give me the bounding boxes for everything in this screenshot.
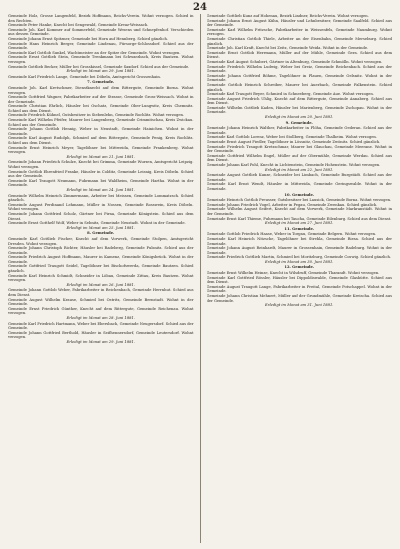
register-entry: Gemeinde Ernst Gottlieb Stein, Gemeinde Trenkmann bei Schwarzbach, Kreis Bautzen. Wohnt verzogen. bbox=[8, 55, 194, 64]
register-entry: Gemeinde Karl Traugott Beyer, Schmied in Schneeberg, Gemeinde Aue. Wohnt verzogen. bbox=[206, 92, 374, 97]
date-note: Erledigt im Monat am 22. Juni 1881. bbox=[265, 167, 334, 172]
page-number: 24 bbox=[193, 2, 207, 13]
register-entry: Gemeinde Johann Heinrich Walther, Fabrikarbeiter in Flöha, Gemeinde Oederan. Schied aus der Gemeinde. bbox=[206, 126, 392, 135]
register-entry: Gemeinde Johann Gottfried Berthold, Häusler in Seifhennersdorf, Gemeinde Leutersdorf. Wohnt verzogen. bbox=[8, 330, 194, 340]
column-divider bbox=[200, 14, 201, 543]
section-heading: 8. Gemeinde. bbox=[87, 231, 115, 236]
register-entry: Gemeinde Peter Hanke, Knecht bei Sengewald, Gemeinde Kreuz-Weissach. bbox=[8, 23, 149, 28]
register-entry: Gemeinde Karl Gottlob Lorenz, Weber bei Stollberg, Gemeinde Thalheim. Wohnt verzogen. bbox=[206, 135, 377, 140]
register-entry: Gemeinde Joh. Karl Kraft, Knecht bei Zeitz, Gemeinde Weida. Wohnt in der Gemeinde. bbox=[206, 46, 369, 51]
register-entry: Gemeinde Karl Traugott Neumann, Fuhrmann bei Waldheim, Gemeinde Hartha. Wohnt in der Gemeinde. bbox=[8, 178, 194, 188]
date-note: Erledigt im Monat am 26. Juni 1881. bbox=[66, 282, 135, 287]
register-entry: Gemeinde Heinrich Gottlob Preusser, Gutsbesitzer bei Lausick, Gemeinde Borna. Wohnt verzogen. bbox=[206, 198, 392, 203]
date-note: Erledigt im Monat am 28. Juni 1881. bbox=[66, 316, 135, 320]
register-entry: Gemeinde Johann Gottfried Böhme, Tagelöhner in Plauen, Gemeinde Oelsnitz. Wohnt in der Gemeinde. bbox=[206, 73, 392, 83]
register-entry: Gemeinde Gottlieb Becker, Müller bei Grosskissel, Gemeinde Saxdorf. Schied aus der Gemeinde. bbox=[8, 64, 190, 69]
date-note: Erledigt im Monat am 25. Juni 1881. bbox=[66, 225, 135, 230]
register-entry: Gemeinde Karl Gottlieb Fischer, Knecht auf dem Vorwerk, Gemeinde Stolpen, Amtsgericht Dresden. Wohnt verzogen. bbox=[8, 236, 194, 246]
register-entry: Gemeinde Karl Gottfried Rössler, Häusler bei Dippoldiswalde, Gemeinde Glashütte. Schied aus dem Dienst. bbox=[206, 275, 392, 285]
register-entry: Gemeinde Karl Friedrich Hartmann, Weber bei Ebersbach, Gemeinde Neugersdorf. Schied aus der Gemeinde. bbox=[8, 321, 194, 331]
register-entry: Gemeinde Joh. Karl Kretschmer, Dienstknecht auf dem Rittergute, Gemeinde Borna. Wohnt verzogen. bbox=[8, 85, 194, 95]
register-entry: Gemeinde Karl Ernst Wendt, Häusler in Mittweida, Gemeinde Geringswalde. Wohnt in der Gemeinde. bbox=[206, 182, 392, 191]
register-entry: Gemeinde Johann Christoph Richter, Häusler bei Radeberg, Gemeinde Pulsnitz. Schied aus der Gemeinde. bbox=[8, 246, 194, 255]
register-entry: Gemeinde Karl Friedrich Lange, Gemeinde bei Döbeln, Amtsgericht Grossenhain. bbox=[8, 74, 161, 79]
section-heading: 10. Gemeinde. bbox=[284, 192, 315, 197]
register-entry: Gemeinde Ernst Karl Thieme, Fuhrmann bei Taucha, Gemeinde Eilenburg. Schied aus dem Dienst. bbox=[206, 216, 392, 221]
register-entry: Gemeinde Johann Christian Mehnert, Müller auf der Grundmühle, Gemeinde Kreischa. Schied aus der Gemeinde. bbox=[206, 294, 392, 303]
register-entry: Gemeinde Gottfried Wagner, Fabrikarbeiter auf der Strasse, Gemeinde Gross-Weissach. Wohnt in der Gemeinde. bbox=[8, 95, 194, 104]
date-note: Erledigt im Monat am 31. Juni 1881. bbox=[265, 303, 334, 308]
register-entry: Gemeinde Karl August Rudolph, Schmied auf dem Rittergute, Gemeinde Penig, Kreis Rochlitz. Schied aus dem Dienst. bbox=[8, 136, 194, 146]
register-entry: Gemeinde Gottlob Heinrich Schreiber, Maurer bei Auerbach, Gemeinde Falkenstein. Schied gänzlich. bbox=[206, 82, 392, 92]
register-entry: Gemeinde Gottlob Ehrenfried Franke, Häusler in Colditz, Gemeinde Leisnig, Kreis Döbeln. Schied aus der Gemeinde. bbox=[8, 169, 194, 179]
date-note: Erledigt im Monat am 21. Juni 1881. bbox=[66, 154, 135, 159]
date-note: Erledigt im Monat am 29. Juni 1881. bbox=[66, 339, 135, 344]
register-entry: Gemeinde Gottfried Wilhelm Engel, Müller auf der Obermühle, Gemeinde Werdau. Schied aus dem Dienst. bbox=[206, 153, 392, 163]
section-heading: 12. Gemeinde. bbox=[284, 265, 315, 270]
section-heading: 11. Gemeinde. bbox=[284, 226, 315, 231]
register-entry: Gemeinde Ernst August Fiedler, Tagelöhner in Lössnitz, Gemeinde Zwönitz. Schied gänzlich. bbox=[206, 140, 381, 145]
register-entry: Gemeinde Johann August Reinhardt, Maurer in Grossenhain, Gemeinde Radeburg. Wohnt in der Gemeinde. bbox=[206, 246, 392, 255]
register-entry: Gemeinde Karl Heinrich Nitzsche, Tagelöhner bei Strehla, Gemeinde Riesa. Schied aus der Gemeinde. bbox=[206, 236, 392, 246]
date-note: Erledigt im Monat am 29. Juni 1881. bbox=[66, 69, 135, 74]
right-column bbox=[207, 14, 393, 543]
date-note: Erledigt im Monat am 20. Juni 1881. bbox=[265, 115, 334, 120]
date-note: Erledigt im Monat am 24. Juni 1881. bbox=[66, 187, 135, 192]
register-entry: Gemeinde Karl Heinrich Schmidt, Schneider in Löbau, Gemeinde Zittau, Kreis Bautzen. Wohnt verzogen. bbox=[8, 273, 194, 283]
date-note: Erledigt im Monat am 27. Juni 1881. bbox=[265, 221, 334, 226]
left-column bbox=[8, 14, 194, 543]
register-entry: Gemeinde August Wilhelm Krause, Schmied bei Ostritz, Gemeinde Bernstadt. Wohnt in der Gemeinde. bbox=[8, 297, 194, 307]
register-entry: Gemeinde Johann Ernst August Kühn, Häusler und Lehnbesitzer, Gemeinde Saalfeld. Schied aus der Gemeinde. bbox=[206, 18, 392, 28]
register-entry: Gemeinde Friedrich Wilhelm Ludwig, Weber bei Greiz, Gemeinde Reichenbach. Schied aus der Gemeinde. bbox=[206, 64, 392, 74]
register-entry: Gemeinde Ernst Gotthelf Wolf, Weber in Sebnitz, Gemeinde Neustadt. Wohnt in der Gemeinde. bbox=[8, 221, 186, 226]
register-entry: Gemeinde Johann Gottlob Weber, Fabrikarbeiter in Reichenbach, Gemeinde Herrnhut. Schied aus dem Dienst. bbox=[8, 288, 194, 298]
register-entry: Gemeinde Ernst Wilhelm Heinze, Knecht in Wilsdruff, Gemeinde Tharandt. Wohnt verzogen. bbox=[206, 271, 380, 276]
register-entry: Gemeinde Ernst Heinrich Meyer, Tagelöhner bei Mittweida, Gemeinde Frankenberg. Wohnt verzogen. bbox=[8, 145, 194, 155]
register-entry: Gemeinde Johann Gottlob Hennig, Weber in Neustadt, Gemeinde Hainichen. Wohnt in der Gemeinde. bbox=[8, 127, 194, 136]
register-entry: Gemeinde August Gottlieb Kunze, Schneider bei Limbach, Gemeinde Burgstädt. Schied aus der Gemeinde. bbox=[206, 173, 392, 182]
register-entry: Gemeinde Karl Wilhelm Pfeifer, Maurer bei Langenberg, Gemeinde Crimmitschau, Kreis Zwickau. Schied aus der Gemeinde. bbox=[8, 118, 194, 127]
register-entry: Gemeinde Christian Gottlob Thiele, Arbeiter an der Eisenbahn, Gemeinde Merseburg. Schied gänzlich. bbox=[206, 36, 392, 46]
register-entry: Gemeinde Friedrich August Hoffmann, Maurer in Kamenz, Gemeinde Königsbrück. Wohnt in der Gemeinde. bbox=[8, 255, 194, 264]
register-entry: Gemeinde Karl Wilhelm Fritzsche, Fabrikarbeiter in Weissenfels, Gemeinde Naumburg. Wohnt verzogen. bbox=[206, 27, 392, 37]
register-entry: Gemeinde Joh. Karl Kommer auf Sommerfeld, Gemeinde Wesens und Schnepfenhof. Verschieden aus dessen Gemeinde. bbox=[8, 27, 194, 37]
register-entry: Gemeinde Gottlob Friedrich Haase, Weber in Torgau, Gemeinde Belgern. Wohnt verzogen. bbox=[206, 232, 377, 237]
register-entry: Gemeinde Johann Friedrich Vogel, Arbeiter in Pegau, Gemeinde Zwenkau. Schied gänzlich. bbox=[206, 202, 378, 207]
register-entry: Gemeinde Ernst Friedrich Günther, Knecht auf dem Rittergute, Gemeinde Reichenau. Wohnt verzogen. bbox=[8, 306, 194, 316]
register-entry: Gemeinde Wilhelm Heinrich Zimmermann, Arbeiter bei Meissen, Gemeinde Lommatzsch. Schied gänzlich. bbox=[8, 193, 194, 203]
text-columns bbox=[8, 14, 392, 543]
register-entry: Gemeinde Friedrich Kühnel, Gutsbesitzer in Siebenlehn, Gemeinde Rochlitz. Wohnt verzogen. bbox=[8, 113, 185, 118]
register-entry: Gemeinde Johann Karl Pohl, Knecht in Lichtenstein, Gemeinde Hohenstein. Wohnt verzogen. bbox=[206, 163, 381, 167]
section-heading: 7. Gemeinde. bbox=[87, 80, 115, 85]
register-entry: Gemeinde Holz, Grosse Langenfeld, Bezirk Hoffmann, Reichs-Verein. Wohnt verzogen. Schied in den Rechten. bbox=[8, 14, 194, 23]
section-heading: 9. Gemeinde. bbox=[285, 120, 313, 125]
register-entry: Gemeinde Ernst Gottlob Herrmann, Müller auf der Mühle, Gemeinde Gera. Schied aus dem Dienst. bbox=[206, 50, 392, 60]
register-entry: Gemeinde Johann Gottfried Scholz, Gärtner bei Pirna, Gemeinde Königstein. Schied aus dem Dienst. bbox=[8, 211, 194, 221]
register-entry: Gemeinde Christian Ehrlich, Häusler bei Oschatz, Gemeinde Ober-Lungwitz, Kreis Chemnitz. Schied aus dem Dienst. bbox=[8, 104, 194, 113]
register-entry: Gemeinde Wilhelm Gottlieb Kaden, Häusler bei Marienberg, Gemeinde Zschopau. Wohnt in der Gemeinde. bbox=[206, 105, 392, 115]
register-entry: Gemeinde Wilhelm August Seifert, Knecht auf dem Vorwerk, Gemeinde Markranstädt. Wohnt in der Gemeinde. bbox=[206, 207, 392, 216]
register-entry: Gemeinde Gottfried Traugott Seidel, Tagelöhner bei Bischofswerda, Gemeinde Bautzen. Schied gänzlich. bbox=[8, 264, 194, 274]
register-entry: Gemeinde Hans Heinrich Berger, Gemeinde Lindenau, Fürsorge-Schlossdorf. Schied aus der Gemeinde. bbox=[8, 41, 194, 51]
register-entry: Gemeinde Friedrich Gottlieb Martin, Schmied bei Moritzburg, Gemeinde Coswig. Schied gänzlich. bbox=[206, 255, 392, 260]
register-entry: Gemeinde Gottlieb Kunz auf Hohenau, Bezirk Lindner, Reichs-Verein. Wohnt verzogen. bbox=[206, 14, 369, 18]
register-entry: Gemeinde August Friedrich Uhlig, Knecht auf dem Rittergute, Gemeinde Annaberg. Schied aus dem Dienst. bbox=[206, 96, 392, 106]
register-entry: Gemeinde Johann Ernst Spitzner, Gemeinde bei Horn auf Hennberg. Schied gänzlich. bbox=[8, 36, 169, 41]
register-entry: Gemeinde Friedrich Traugott Kretzschmar, Maurer bei Glauchau, Gemeinde Meerane. Wohnt in der Gemeinde. bbox=[206, 144, 392, 154]
register-entry: Gemeinde August Ferdinand Lehmann, Müller in Nossen, Gemeinde Rosswein, Kreis Döbeln. Wohnt verzogen. bbox=[8, 202, 194, 212]
register-entry: Gemeinde Johann Friedrich Schulze, Knecht bei Grimma, Gemeinde Wurzen, Amtsgericht Leipzig. Wohnt verzogen. bbox=[8, 160, 194, 169]
date-note: Erledigt im Monat am 30. Juni 1881. bbox=[265, 259, 334, 264]
register-entry: Gemeinde Karl August Schubert, Gärtner in Altenburg, Gemeinde Schmölln. Wohnt verzogen. bbox=[206, 59, 383, 64]
register-entry: Gemeinde Karl Gottlob Sunkel, Wachtmeister an der Spitze der Gemeinde. Wohnt verzogen. bbox=[8, 50, 181, 55]
register-entry: Gemeinde August Traugott Lange, Fabrikarbeiter in Freital, Gemeinde Potschappel. Wohnt in der Gemeinde. bbox=[206, 284, 392, 294]
